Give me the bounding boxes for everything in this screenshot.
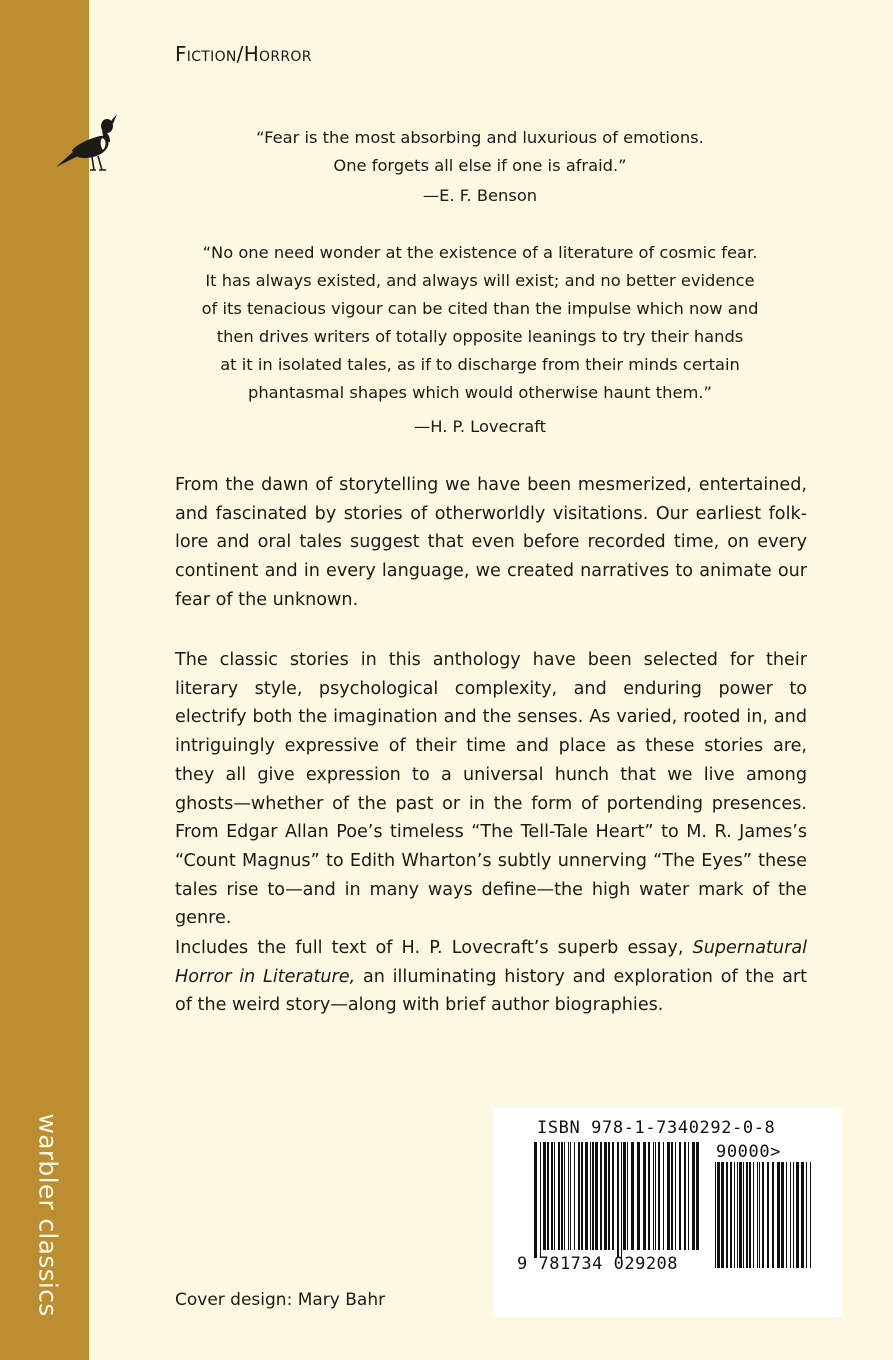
quote-line: It has always existed, and always will exist; and no better evidence	[205, 271, 755, 290]
barcode-bars	[534, 1142, 704, 1262]
description-paragraph: The classic stories in this anthology have been selected for their literary style, psychological complexity, and enduring power to electrify both the imagination and the senses. As varied, rooted in, and intriguingly expressive of their time and place as these stories are, they all give expression to a universal hunch that we live among ghosts—whether of the past or in the form of portending presences. From Edgar Allan Poe’s timeless “The Tell-Tale Heart” to M. R. James’s “Count Magnus” to Edith Wharton’s subtly unnerving “The Eyes” these tales rise to—and in many ways define—the high water mark of the genre.	[175, 650, 807, 929]
quote-line: “Fear is the most absorbing and luxurious of emotions.	[256, 128, 704, 147]
warbler-bird-icon	[50, 106, 122, 178]
essay-title: Supernatural Horror in Literature,	[175, 938, 807, 987]
quote-line: “No one need wonder at the existence of a literature of cosmic fear.	[202, 243, 758, 262]
quote-line: phantasmal shapes which would otherwise haunt them.”	[248, 383, 712, 402]
barcode-addon-bars	[715, 1162, 815, 1268]
barcode-digits: 9 781734 029208	[517, 1254, 679, 1274]
spine-band	[0, 0, 89, 1360]
quote-line: of its tenacious vigour can be cited than the impulse which now and	[201, 299, 759, 318]
quote-line: One forgets all else if one is afraid.”	[333, 156, 627, 175]
cover-design-credit: Cover design: Mary Bahr	[175, 1290, 386, 1310]
quote-attribution: —H. P. Lovecraft	[413, 417, 547, 436]
quote-benson	[175, 124, 785, 210]
description-paragraph: From the dawn of storytelling we have been mesmerized, entertained, and fascinated by stories of otherworldly visitations. Our earliest folk-lore and oral tales suggest that even before recorded time, on every continent and in every language, we created narratives to animate our fear of the unknown.	[175, 475, 807, 610]
price-addon: 90000>	[716, 1142, 782, 1162]
quote-line: at it in isolated tales, as if to discharge from their minds certain	[220, 355, 740, 374]
description-paragraph	[175, 934, 807, 1020]
description-text: an illuminating history and exploration of the art of the weird story—along with brief author biographies.	[175, 966, 807, 1016]
quote-line: then drives writers of totally opposite leanings to try their hands	[216, 327, 744, 346]
quote-attribution: —E. F. Benson	[422, 186, 538, 205]
genre-category: Fiction/Horror	[175, 42, 312, 66]
imprint-name: warbler classics	[33, 1113, 63, 1317]
description-text: Includes the full text of H. P. Lovecraft’s superb essay,	[175, 938, 693, 958]
quote-lovecraft	[175, 239, 785, 441]
isbn-barcode	[493, 1108, 842, 1317]
isbn-number: ISBN 978-1-7340292-0-8	[537, 1118, 776, 1138]
